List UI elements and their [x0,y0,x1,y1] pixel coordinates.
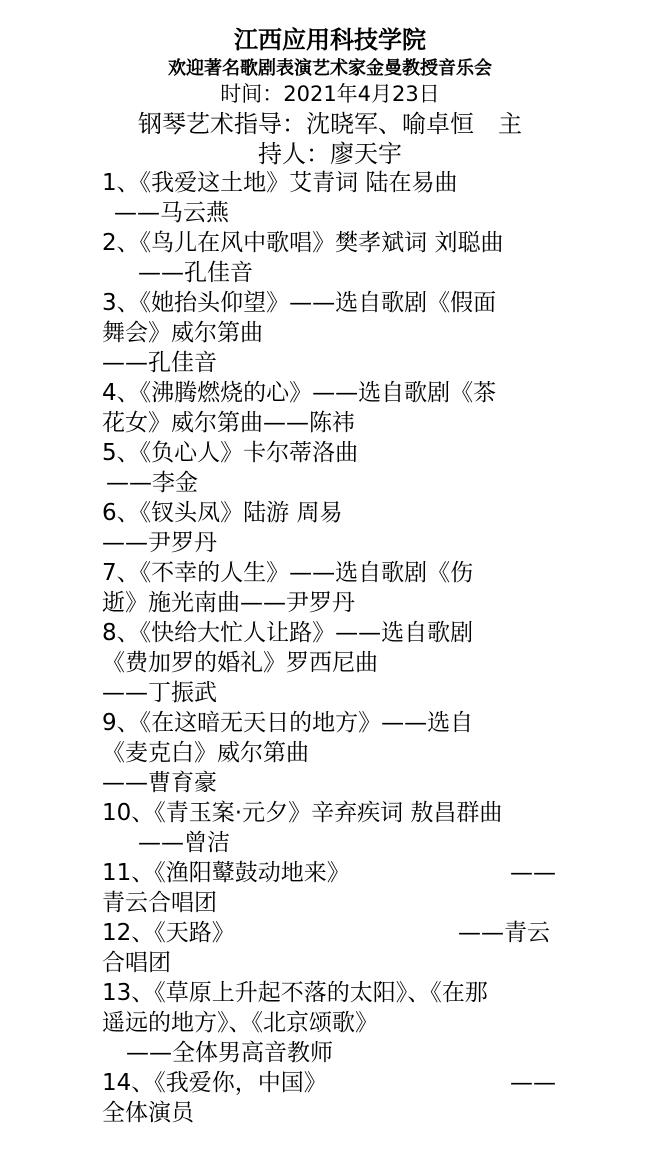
program-line: 2、《鸟儿在风中歌唱》樊孝斌词 刘聪曲 [102,230,504,256]
program-line: 《麦克白》威尔第曲 [102,740,309,766]
program-line: ——孔佳音 [138,260,253,286]
program-line: 《费加罗的婚礼》罗西尼曲 [102,650,378,676]
program-line: 全体演员 [102,1100,194,1126]
program-line: 1、《我爱这土地》艾青词 陆在易曲 [102,170,458,196]
program-line: 13、《草原上升起不落的太阳》、《在那 [102,980,488,1006]
program-line: 3、《她抬头仰望》——选自歌剧《假面 [102,290,497,316]
program-line: 11、《渔阳鼙鼓动地来》 [102,860,350,886]
program-line: —— [510,860,556,886]
program-line: ——尹罗丹 [102,530,217,556]
program-line: 8、《快给大忙人让路》——选自歌剧 [102,620,474,646]
program-line: 合唱团 [102,950,171,976]
piano-host-line-1: 钢琴艺术指导：沈晓军、喻卓恒 主 [138,110,522,138]
program-line: 4、《沸腾燃烧的心》——选自歌剧《茶 [102,380,497,406]
program-line: ——丁振武 [102,680,217,706]
program-line: 舞会》威尔第曲 [102,320,263,346]
program-line: 遥远的地方》、《北京颂歌》 [102,1010,378,1036]
program-line: ——马云燕 [114,200,229,226]
program-line: 5、《负心人》卡尔蒂洛曲 [102,440,359,466]
program-line: 青云合唱团 [102,890,217,916]
program-line: 逝》施光南曲——尹罗丹 [102,590,355,616]
program-line: 9、《在这暗无天日的地方》——选自 [102,710,474,736]
program-line: ——曹育豪 [102,770,217,796]
program-line: —— [510,1070,556,1096]
program-line: 6、《钗头凤》陆游 周易 [102,500,343,526]
concert-title: 欢迎著名歌剧表演艺术家金曼教授音乐会 [168,58,492,79]
program-line: ——全体男高音教师 [126,1040,333,1066]
program-line: ——青云 [458,920,550,946]
program-line: 12、《天路》 [102,920,235,946]
program-line: ——孔佳音 [102,350,217,376]
program-line: 花女》威尔第曲——陈祎 [102,410,355,436]
program-line: 7、《不幸的人生》——选自歌剧《伤 [102,560,474,586]
concert-date: 时间：2021年4月23日 [220,82,440,106]
program-line: ——李金 [106,470,198,496]
program-line: 14、《我爱你，中国》 [102,1070,327,1096]
program-line: ——曾洁 [138,830,230,856]
piano-host-line-2: 持人：廖天宇 [258,140,402,168]
school-name: 江西应用科技学院 [234,26,426,54]
program-line: 10、《青玉案·元夕》辛弃疾词 敖昌群曲 [102,800,503,826]
